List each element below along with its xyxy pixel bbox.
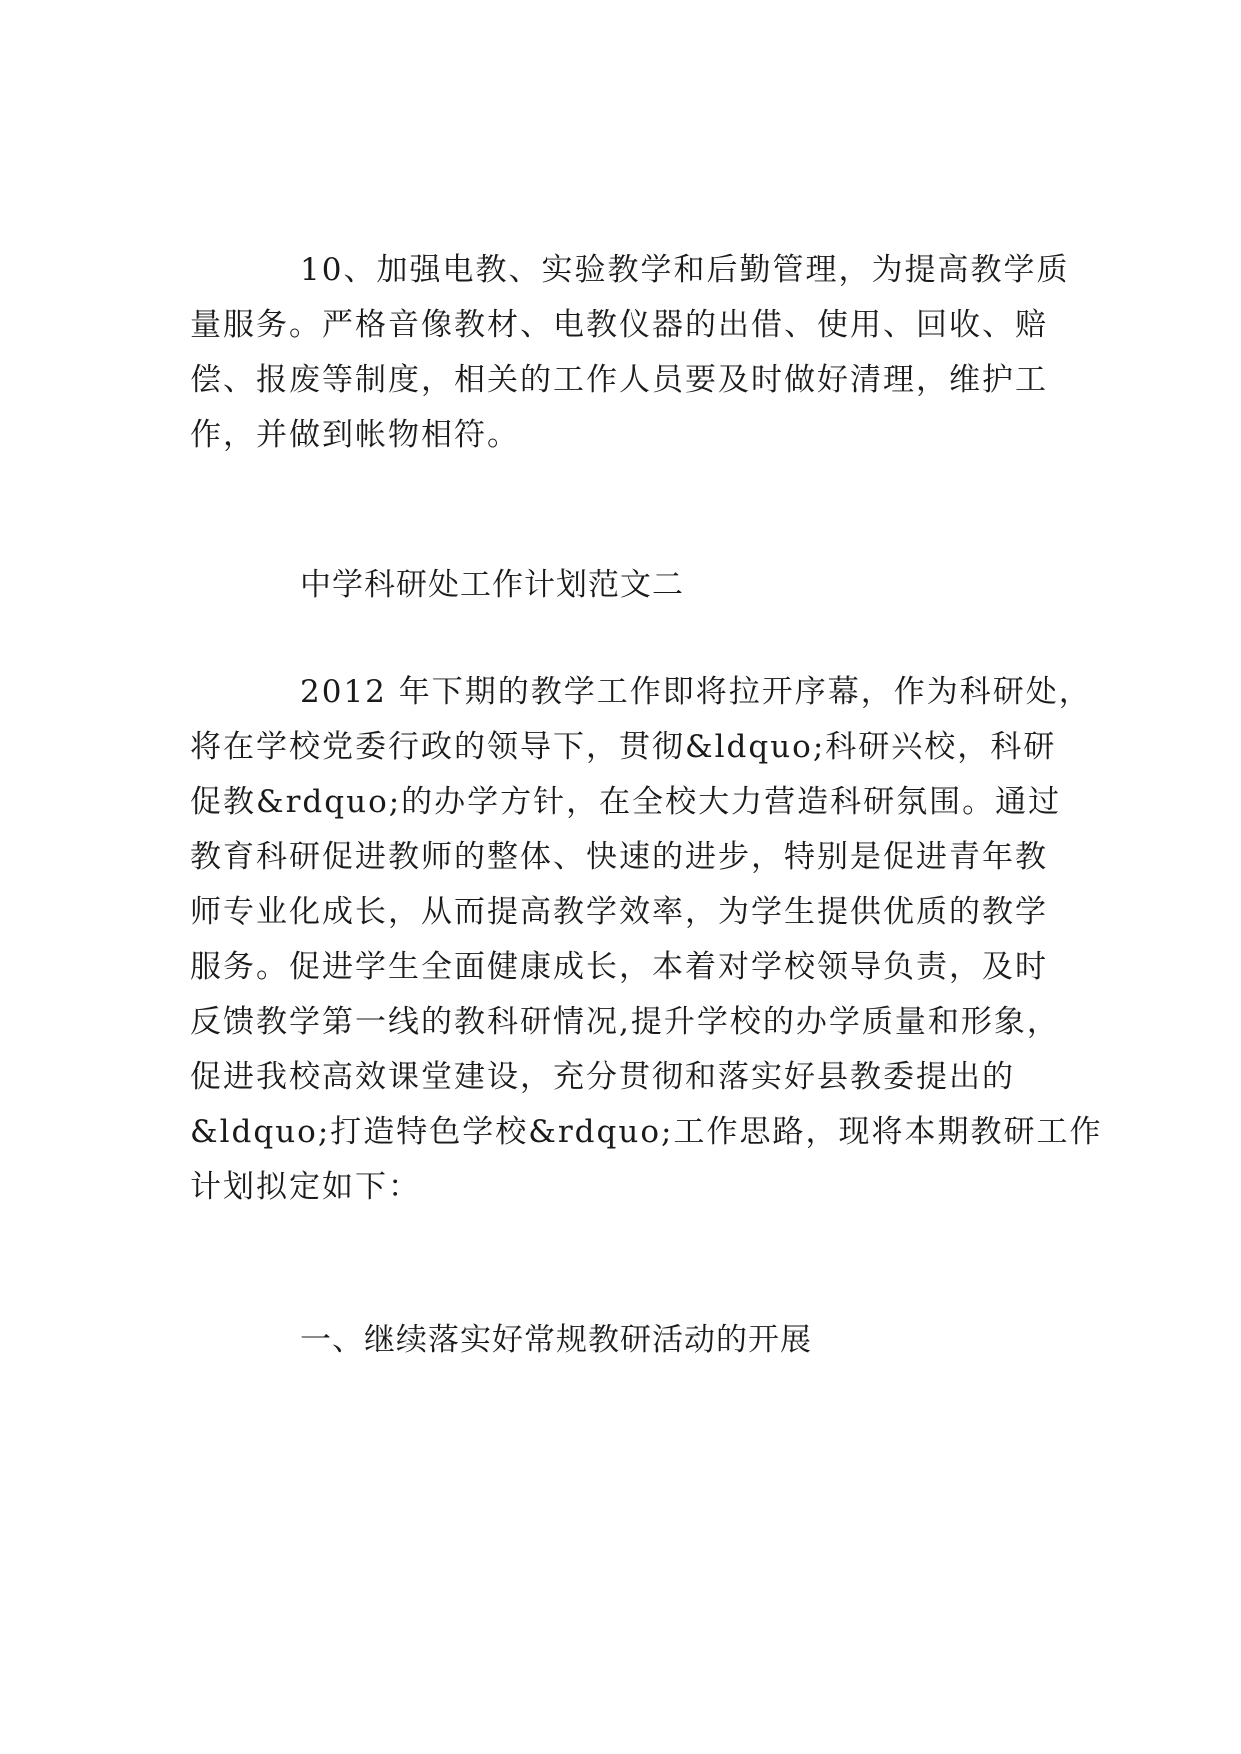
paragraph-line: &ldquo;打造特色学校&rdquo;工作思路，现将本期教研工作 [190,1114,1103,1150]
paragraph-line: 反馈教学第一线的教科研情况,提升学校的办学质量和形象， [190,1004,1060,1040]
paragraph-line: 服务。促进学生全面健康成长，本着对学校领导负责，及时 [190,949,1048,985]
section-title: 中学科研处工作计划范文二 [300,567,684,603]
paragraph-line: 将在学校党委行政的领导下，贯彻&ldquo;科研兴校，科研 [190,729,1057,765]
paragraph-line: 作，并做到帐物相符。 [190,417,520,453]
section-heading: 一、继续落实好常规教研活动的开展 [300,1322,812,1358]
paragraph-line: 2012 年下期的教学工作即将拉开序幕，作为科研处， [300,674,1092,710]
paragraph-line: 促教&rdquo;的办学方针，在全校大力营造科研氛围。通过 [190,784,1062,820]
paragraph-line: 教育科研促进教师的整体、快速的进步，特别是促进青年教 [190,839,1048,875]
paragraph-line: 10、加强电教、实验教学和后勤管理，为提高教学质 [300,252,1070,288]
paragraph-line: 计划拟定如下： [190,1169,421,1205]
paragraph-line: 师专业化成长，从而提高教学效率，为学生提供优质的教学 [190,894,1048,930]
paragraph-line: 偿、报废等制度，相关的工作人员要及时做好清理，维护工 [190,362,1048,398]
paragraph-line: 量服务。严格音像教材、电教仪器的出借、使用、回收、赔 [190,307,1048,343]
paragraph-line: 促进我校高效课堂建设，充分贯彻和落实好县教委提出的 [190,1059,1015,1095]
